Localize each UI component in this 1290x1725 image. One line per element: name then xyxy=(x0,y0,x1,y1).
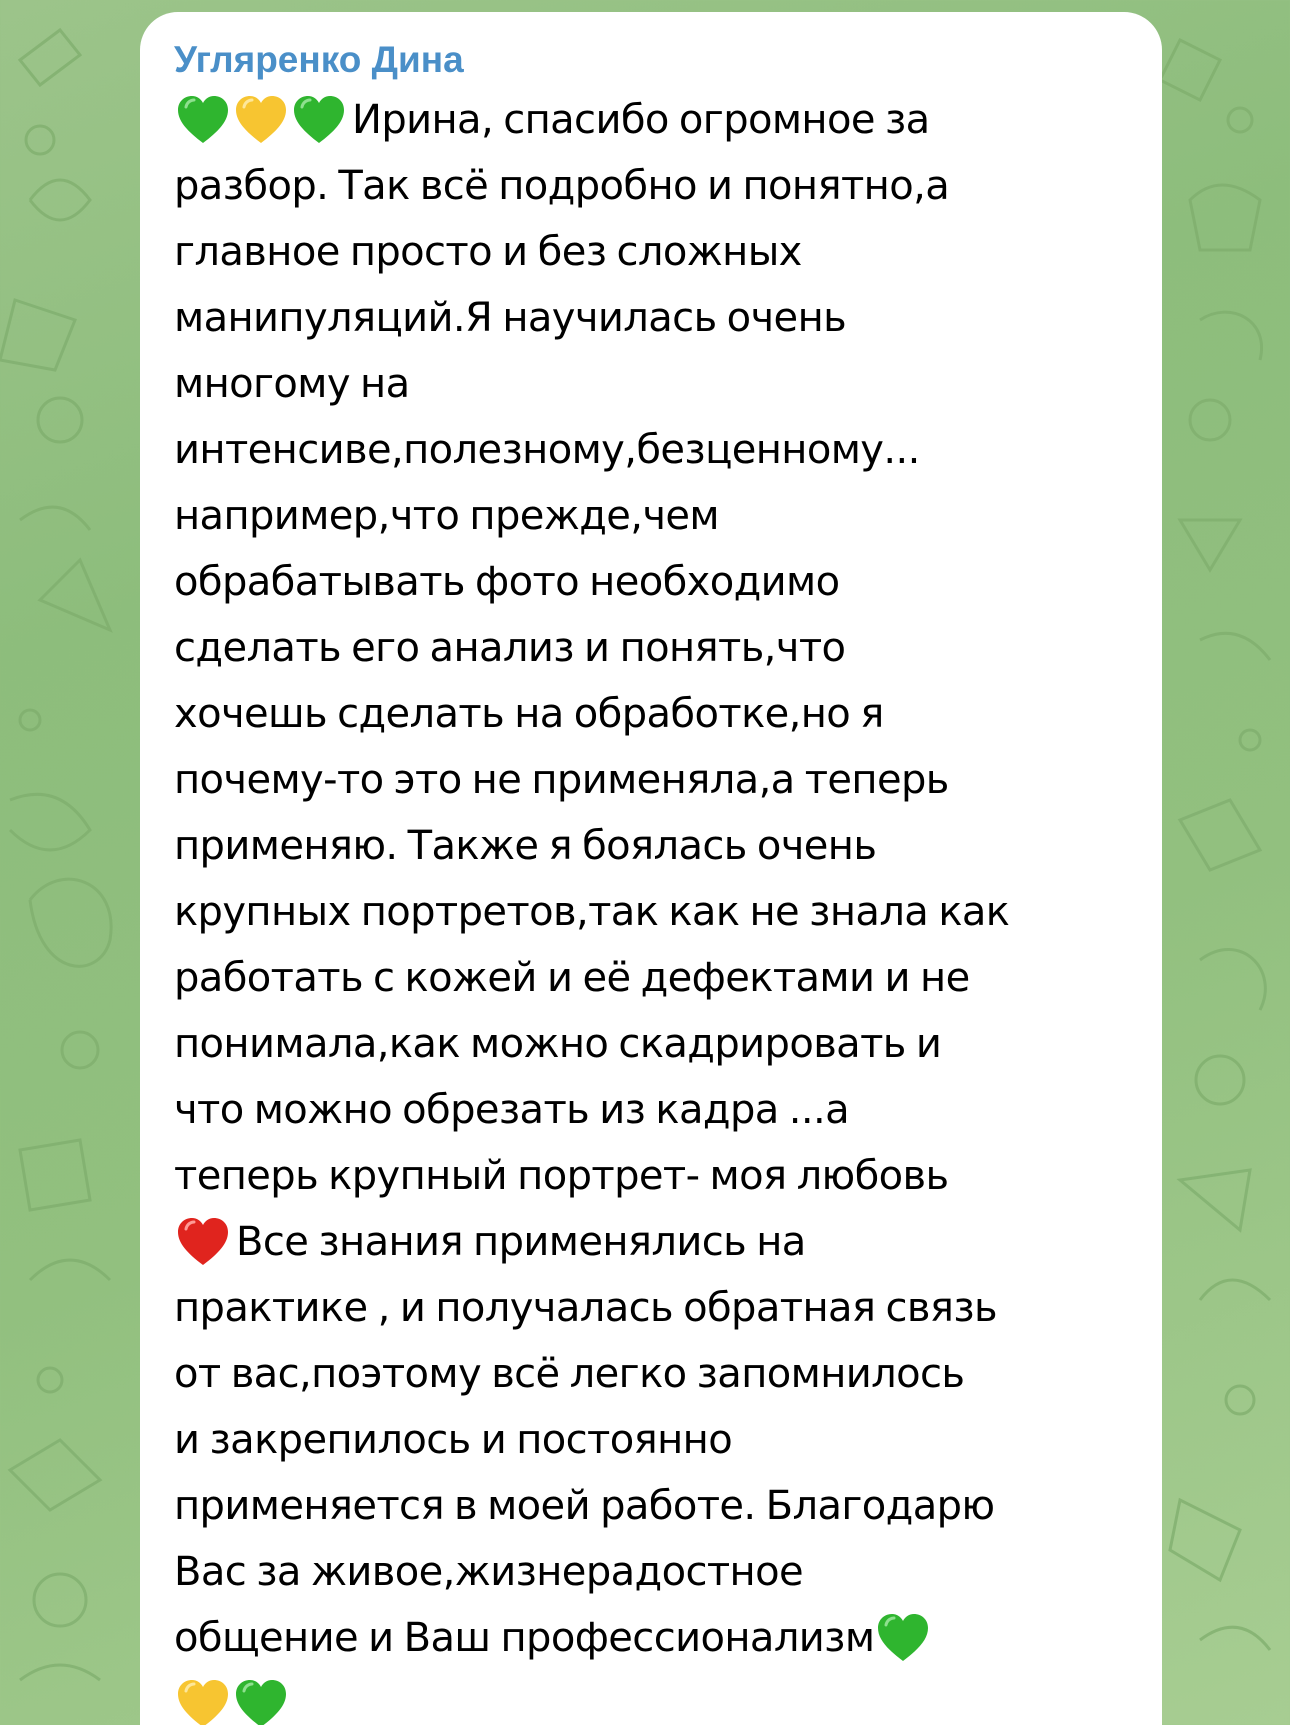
red-heart-icon xyxy=(174,1209,232,1275)
message-text xyxy=(174,87,1132,1725)
message-line: что можно обрезать из кадра ...а xyxy=(174,1087,850,1133)
message-line: например,что прежде,чем xyxy=(174,493,720,539)
message-line: применяется в моей работе. Благодарю xyxy=(174,1483,995,1529)
message-line: работать с кожей и её дефектами и не xyxy=(174,955,970,1001)
message-line-text: общение и Ваш профессионализм xyxy=(174,1615,875,1661)
green-heart-icon xyxy=(290,87,348,153)
message-line: разбор. Так всё подробно и понятно,а xyxy=(174,163,950,209)
message-line: почему-то это не применяла,а теперь xyxy=(174,757,949,803)
message-line-text: Ирина, спасибо огромное за xyxy=(352,97,930,143)
message-line: и закрепилось и постоянно xyxy=(174,1417,733,1463)
message-line: от вас,поэтому всё легко запомнилось xyxy=(174,1351,965,1397)
message-line: Вас за живое,жизнерадостное xyxy=(174,1549,803,1595)
message-line xyxy=(174,87,1132,153)
message-line: сделать его анализ и понять,что xyxy=(174,625,846,671)
message-line: главное просто и без сложных xyxy=(174,229,802,275)
message-line: теперь крупный портрет- моя любовь xyxy=(174,1153,949,1199)
yellow-heart-icon xyxy=(174,1671,232,1725)
sender-name[interactable]: Угляренко Дина xyxy=(174,39,464,80)
message-line: интенсиве,полезному,безценному... xyxy=(174,427,920,473)
green-heart-icon xyxy=(232,1671,290,1725)
green-heart-icon xyxy=(174,87,232,153)
message-line: понимала,как можно скадрировать и xyxy=(174,1021,942,1067)
message-line xyxy=(174,1209,1132,1275)
message-line: применяю. Также я боялась очень xyxy=(174,823,877,869)
message-line: практике , и получалась обратная связь xyxy=(174,1285,997,1331)
message-line xyxy=(174,1671,1132,1725)
green-heart-icon xyxy=(874,1605,932,1671)
message-line: многому на xyxy=(174,361,410,407)
message-line-text: Все знания применялись на xyxy=(236,1219,806,1265)
message-bubble[interactable] xyxy=(140,12,1162,1725)
message-line: хочешь сделать на обработке,но я xyxy=(174,691,884,737)
message-line: крупных портретов,так как не знала как xyxy=(174,889,1010,935)
yellow-heart-icon xyxy=(232,87,290,153)
message-line xyxy=(174,1605,1132,1671)
message-line: манипуляций.Я научилась очень xyxy=(174,295,847,341)
message-line: обрабатывать фото необходимо xyxy=(174,559,840,605)
